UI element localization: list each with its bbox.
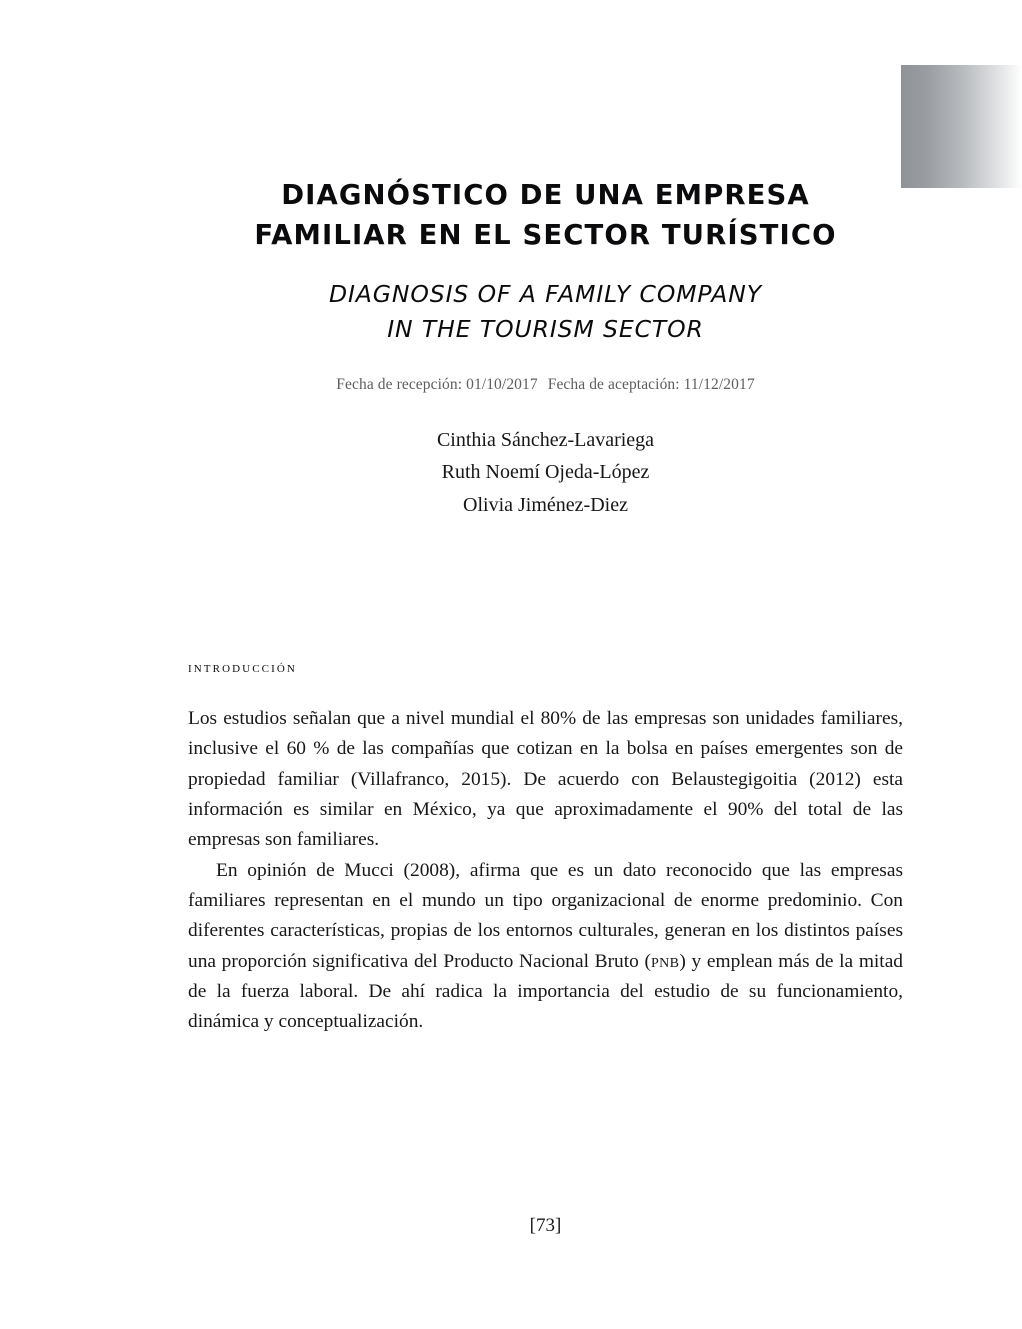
body-paragraph: Los estudios señalan que a nivel mundial el 80% de las empresas son unidades familiares, inclusive el 60 % de las compañías que cotizan en la bolsa en países emergentes son de propiedad familiar (Villafranco, 2015). De acuerdo con Belaustegigoitia (2012) esta información es similar en México, ya que aproximadamente el 90% del total de las empresas son familiares. (188, 707, 903, 851)
page-title-line-2: FAMILIAR EN EL SECTOR TURÍSTICO (254, 218, 837, 251)
section-heading-introduccion: introducción (188, 659, 297, 676)
reception-date: Fecha de recepción: 01/10/2017 (336, 375, 538, 393)
page-title-line-1: DIAGNÓSTICO DE UNA EMPRESA (281, 179, 810, 211)
acronym-pnb: pnb (650, 950, 680, 972)
paragraph-text-segment: ) y emplean más de la mitad de la fuerza laboral. De ahí radica la importancia del estudio de su funcionamiento, dinámica y conceptualización. (188, 950, 903, 1033)
acceptance-date: Fecha de aceptación: 11/12/2017 (547, 375, 755, 393)
author-name: Cinthia Sánchez-Lavariega (436, 428, 655, 451)
page-number: [73] (529, 1215, 562, 1236)
subtitle-block (188, 277, 903, 347)
author-name: Olivia Jiménez-Diez (463, 493, 628, 516)
body-paragraph (188, 856, 903, 1038)
publication-dates (188, 376, 903, 394)
title-block (188, 0, 903, 347)
page-subtitle-line-2: IN THE TOURISM SECTOR (387, 314, 704, 343)
author-name: Ruth Noemí Ojeda-López (441, 461, 650, 484)
authors-list (188, 424, 903, 521)
gray-gradient-swatch (901, 65, 1022, 188)
paragraph-text-segment: En opinión de Mucci (2008), afirma que es un dato reconocido que las empresas familiares representan en el mundo un tipo organizacional de enorme predominio. Con diferentes características, propias de los entornos culturales, generan en los distintos países una proporción significativa del Producto Nacional Bruto ( (188, 859, 903, 972)
page-subtitle-line-1: DIAGNOSIS OF A FAMILY COMPANY (328, 280, 763, 309)
page-content (188, 0, 903, 1329)
